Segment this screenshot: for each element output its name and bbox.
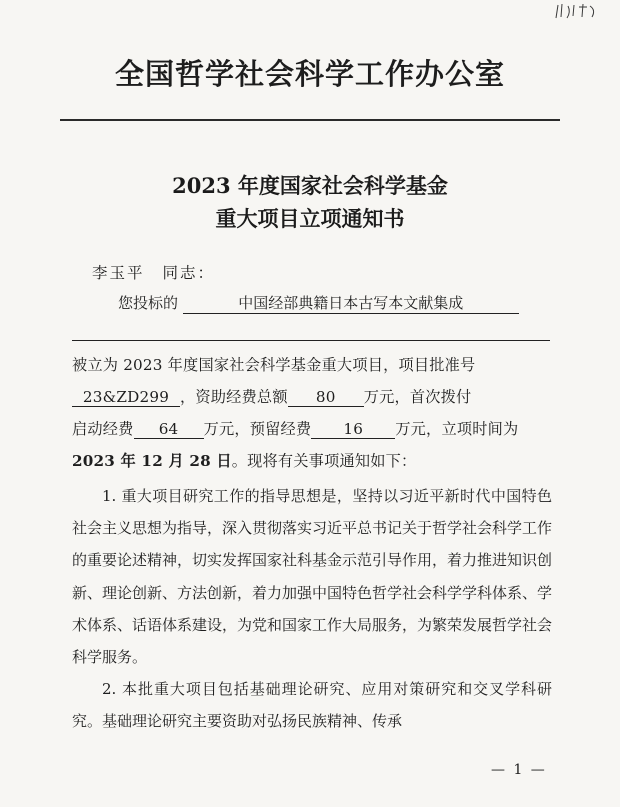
addressee-name: 李玉平 [92,264,145,282]
page-number: — 1 — [491,762,547,778]
approval-closing: 。现将有关事项通知如下： [231,452,417,470]
approval-date: 2023 年 12 月 28 日 [72,452,232,470]
initial-payment-label: ，首次拨付 [394,388,472,406]
funding-total-amount: 80 [288,388,364,407]
body-paragraph-1: 1. 重大项目研究工作的指导思想是，坚持以习近平新时代中国特色社会主义思想为指导，深入贯彻落实习近平总书记关于哲学社会科学工作的重要论述精神，切实发挥国家社科基金示范引导作用，着力推进知识创新、理论创新、方法创新，着力加强中国特色哲学社会科学学科体系、学术体系、话语体系建设，为党和国家工作大局服务，为繁荣发展哲学社会科学服务。 [72,487,553,667]
addressee-honorific: 同志： [162,264,216,282]
funding-total-label: ，资助经费总额 [180,388,288,406]
startup-funding-amount: 64 [134,420,204,439]
reserve-funding-label: 万元，预留经费 [203,420,312,438]
project-lead-in: 您投标的 [118,294,179,312]
startup-funding-label: 启动经费 [72,420,134,438]
project-name: 中国经部典籍日本古写本文献集成 [183,292,519,314]
document-title-line2: 重大项目立项通知书 [215,206,405,231]
approval-line-3 [72,418,552,439]
reserve-funding-amount: 16 [311,420,395,439]
approval-number: 23&ZD299 [72,388,180,407]
blank-underline [72,340,550,341]
notice-body [72,480,552,738]
approval-line-4 [72,450,552,471]
header-divider [60,119,560,121]
project-line [118,292,519,314]
funding-total-unit: 万元 [363,388,395,406]
handwritten-mark [552,2,602,20]
document-title-line1: 2023 年度国家社会科学基金 [172,173,448,198]
approval-date-label: 万元，立项时间为 [395,420,519,438]
approval-line-2 [72,386,552,407]
addressee-line [92,261,215,283]
body-paragraph-2: 2. 本批重大项目包括基础理论研究、应用对策研究和交叉学科研究。基础理论研究主要资助对弘扬民族精神、传承 [72,680,552,731]
org-header-title: 全国哲学社会科学工作办公室 [114,57,505,91]
approval-line-1: 被立为 2023 年度国家社会科学基金重大项目，项目批准号 [72,356,476,374]
